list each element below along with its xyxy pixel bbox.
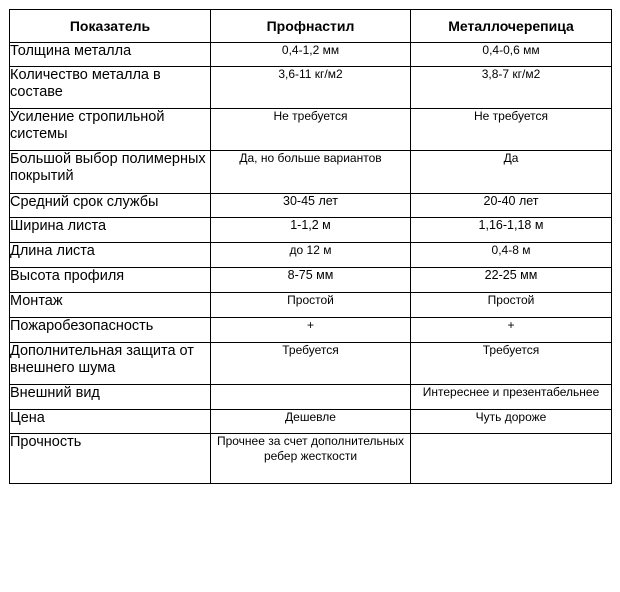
profnastil-value: 3,6-11 кг/м2 bbox=[211, 67, 411, 109]
profnastil-value: 1-1,2 м bbox=[211, 218, 411, 243]
row-label: Прочность bbox=[10, 434, 211, 484]
table-row bbox=[10, 343, 612, 385]
profnastil-value: Не требуется bbox=[211, 109, 411, 151]
row-label: Монтаж bbox=[10, 293, 211, 318]
metallocherepitsa-value: 20-40 лет bbox=[411, 194, 612, 218]
table-header-row bbox=[10, 10, 612, 43]
row-label: Средний срок службы bbox=[10, 194, 211, 218]
table-row bbox=[10, 293, 612, 318]
profnastil-value: Дешевле bbox=[211, 410, 411, 434]
table-row bbox=[10, 243, 612, 268]
comparison-table bbox=[9, 9, 612, 484]
table-row bbox=[10, 43, 612, 67]
table-row bbox=[10, 318, 612, 343]
profnastil-value: Да, но больше вариантов bbox=[211, 151, 411, 194]
table-row bbox=[10, 109, 612, 151]
metallocherepitsa-value: 22-25 мм bbox=[411, 268, 612, 293]
metallocherepitsa-value: 0,4-8 м bbox=[411, 243, 612, 268]
row-label: Дополнительная защита от внешнего шума bbox=[10, 343, 211, 385]
header-profnastil: Профнастил bbox=[211, 10, 411, 43]
metallocherepitsa-value: Требуется bbox=[411, 343, 612, 385]
row-label: Ширина листа bbox=[10, 218, 211, 243]
row-label: Внешний вид bbox=[10, 385, 211, 410]
profnastil-value: 8-75 мм bbox=[211, 268, 411, 293]
row-label: Высота профиля bbox=[10, 268, 211, 293]
metallocherepitsa-value: Интереснее и презентабельнее bbox=[411, 385, 612, 410]
row-label: Большой выбор полимерных покрытий bbox=[10, 151, 211, 194]
row-label: Толщина металла bbox=[10, 43, 211, 67]
row-label: Усиление стропильной системы bbox=[10, 109, 211, 151]
profnastil-value: Прочнее за счет дополнительных ребер жесткости bbox=[211, 434, 411, 484]
metallocherepitsa-value: Простой bbox=[411, 293, 612, 318]
table-row bbox=[10, 151, 612, 194]
profnastil-value bbox=[211, 385, 411, 410]
metallocherepitsa-value: 3,8-7 кг/м2 bbox=[411, 67, 612, 109]
row-label: Цена bbox=[10, 410, 211, 434]
table-row bbox=[10, 385, 612, 410]
header-metallocherepitsa: Металлочерепица bbox=[411, 10, 612, 43]
metallocherepitsa-value bbox=[411, 434, 612, 484]
table-row bbox=[10, 410, 612, 434]
metallocherepitsa-value: Не требуется bbox=[411, 109, 612, 151]
metallocherepitsa-value: + bbox=[411, 318, 612, 343]
metallocherepitsa-value: Да bbox=[411, 151, 612, 194]
profnastil-value: + bbox=[211, 318, 411, 343]
metallocherepitsa-value: 0,4-0,6 мм bbox=[411, 43, 612, 67]
metallocherepitsa-value: Чуть дороже bbox=[411, 410, 612, 434]
profnastil-value: до 12 м bbox=[211, 243, 411, 268]
row-label: Количество металла в составе bbox=[10, 67, 211, 109]
table-row bbox=[10, 218, 612, 243]
table-row bbox=[10, 67, 612, 109]
profnastil-value: Требуется bbox=[211, 343, 411, 385]
table-row bbox=[10, 194, 612, 218]
row-label: Длина листа bbox=[10, 243, 211, 268]
row-label: Пожаробезопасность bbox=[10, 318, 211, 343]
header-indicator: Показатель bbox=[10, 10, 211, 43]
profnastil-value: 0,4-1,2 мм bbox=[211, 43, 411, 67]
table-row bbox=[10, 268, 612, 293]
table-row bbox=[10, 434, 612, 484]
profnastil-value: Простой bbox=[211, 293, 411, 318]
metallocherepitsa-value: 1,16-1,18 м bbox=[411, 218, 612, 243]
profnastil-value: 30-45 лет bbox=[211, 194, 411, 218]
